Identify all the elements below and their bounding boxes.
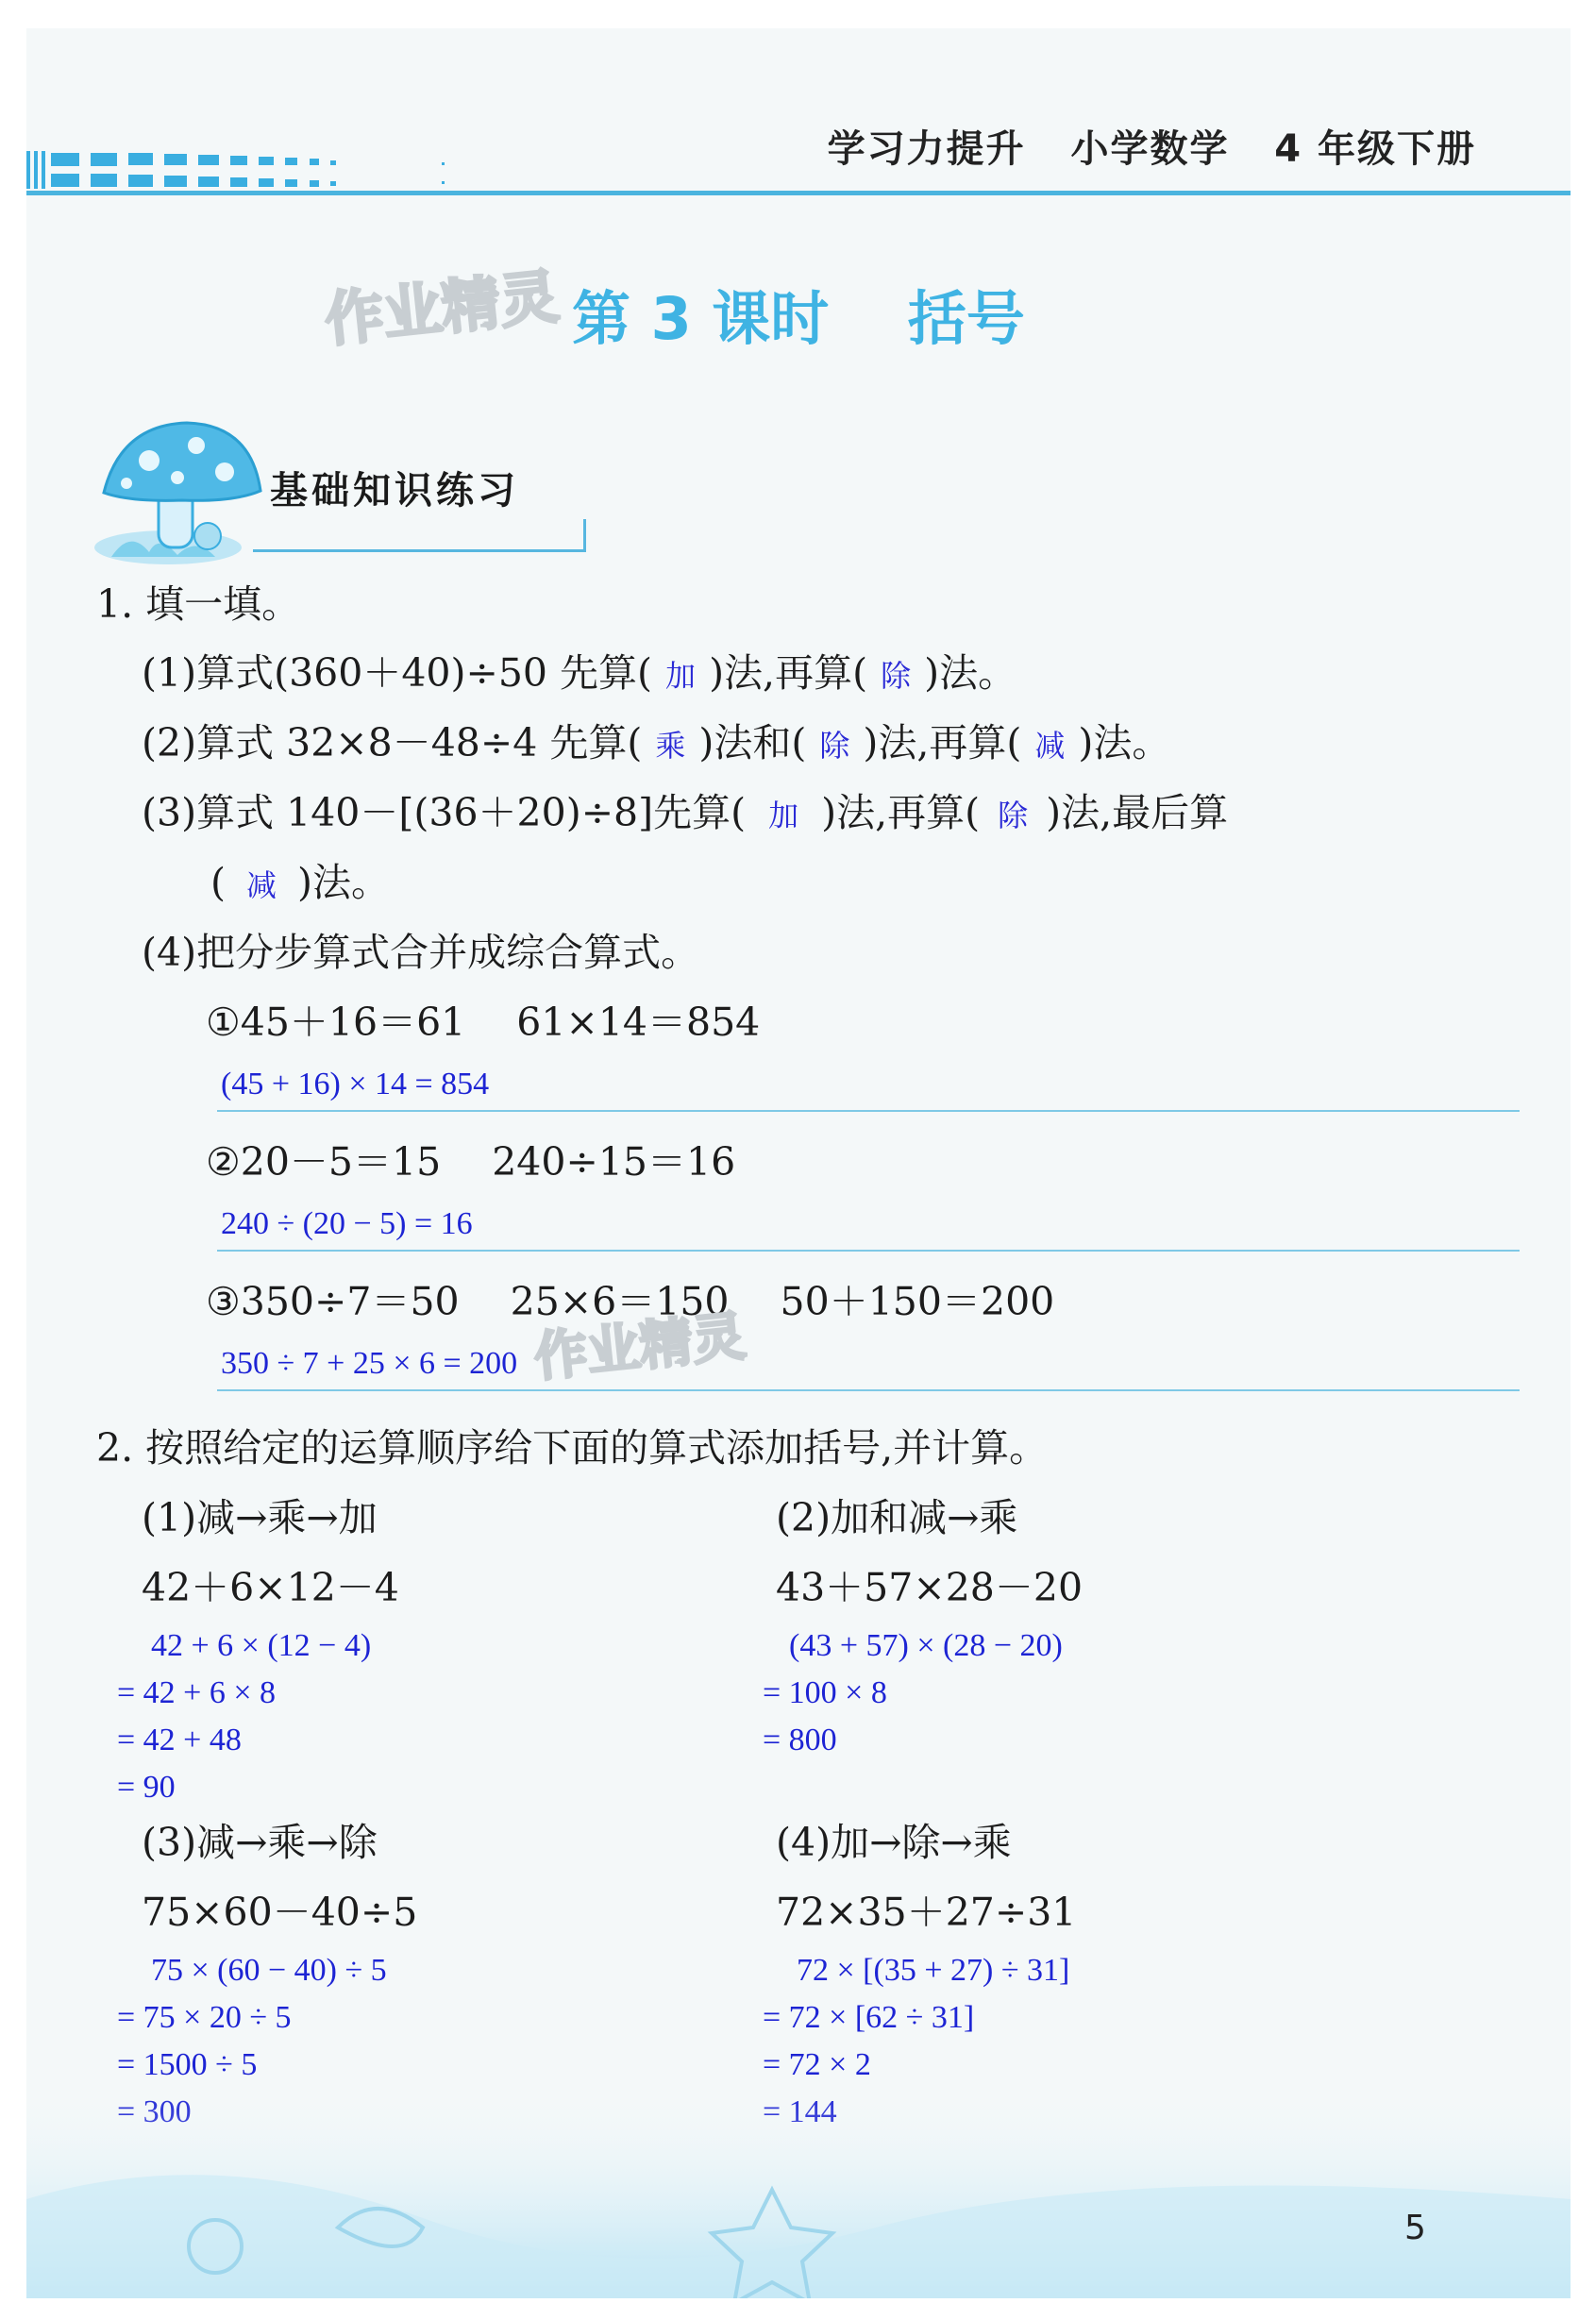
q1-p2-text: )法,再算( [863, 720, 1022, 765]
q2-part4-step: = 72 × [62 ÷ 31] [763, 2000, 975, 2035]
seashore-decoration [26, 2086, 1571, 2298]
q2-part1-step: = 90 [117, 1770, 176, 1805]
q1-p2-text: (2)算式 32×8－48÷4 先算( [142, 720, 643, 765]
q2-part4-order: (4)加→除→乘 [776, 1820, 1012, 1865]
q2-part3-step: = 75 × 20 ÷ 5 [117, 2000, 292, 2035]
q1-p1-text: )法,再算( [709, 650, 868, 696]
q2-part4-step: 72 × [(35 + 27) ÷ 31] [797, 1953, 1070, 1988]
svg-text:作业精灵: 作业精灵 [321, 261, 563, 355]
section-title-underline [253, 519, 586, 552]
q2-part1-order: (1)减→乘→加 [142, 1495, 378, 1540]
q1-p1-text: (1)算式(360＋40)÷50 先算( [142, 650, 653, 696]
q2-part3-expression: 75×60－40÷5 [142, 1890, 418, 1935]
q2-part4-expression: 72×35＋27÷31 [776, 1890, 1077, 1935]
q1-p4-answer-3: 350 ÷ 7 + 25 × 6 = 200 [221, 1346, 518, 1381]
textbook-page [26, 28, 1571, 2298]
q1-part3 [142, 790, 1229, 835]
q1-part3-line2 [210, 860, 390, 905]
q1-part2 [142, 720, 1171, 765]
q1-p3-text: (3)算式 140－[(36＋20)÷8]先算( [142, 790, 747, 835]
q2-part2-step: (43 + 57) × (28 − 20) [789, 1628, 1063, 1663]
answer-line [217, 1250, 1520, 1252]
answer-blank: 乘 [655, 729, 686, 763]
q2-part1-step: 42 + 6 × (12 − 4) [151, 1628, 372, 1663]
header-decoration-bars [26, 123, 517, 189]
q2-part2-expression: 43＋57×28－20 [776, 1565, 1084, 1610]
q1-stem: 1. 填一填。 [96, 581, 301, 627]
q2-part1-step: = 42 + 48 [117, 1723, 242, 1757]
q2-part1-step: = 42 + 6 × 8 [117, 1675, 277, 1710]
watermark-logo [310, 261, 574, 355]
running-header [828, 119, 1476, 173]
svg-text:作业精灵: 作业精灵 [531, 1305, 748, 1389]
q1-p3-text: )法。 [297, 860, 390, 905]
lesson-title: 第 3 课时 括号 [572, 284, 1025, 353]
answer-line [217, 1389, 1520, 1391]
answer-blank: 减 [1034, 729, 1066, 763]
q2-part2-step: = 100 × 8 [763, 1675, 887, 1710]
q1-p4-given-2: ②20－5＝15 240÷15＝16 [206, 1139, 736, 1185]
q1-p2-text: )法和( [698, 720, 807, 765]
q1-p1-text: )法。 [924, 650, 1017, 696]
answer-blank: 除 [819, 729, 850, 763]
section-title: 基础知识练习 [270, 469, 519, 513]
page-number: 5 [1404, 2209, 1426, 2247]
q1-p4-given-3: ③350÷7＝50 25×6＝150 50＋150＝200 [206, 1279, 1055, 1324]
answer-blank: 减 [245, 868, 277, 902]
q1-p4-given-1: ①45＋16＝61 61×14＝854 [206, 1000, 761, 1045]
q2-part4-step: = 72 × 2 [763, 2047, 871, 2082]
q1-part4-stem: (4)把分步算式合并成综合算式。 [142, 930, 700, 975]
q2-part3-order: (3)减→乘→除 [142, 1820, 378, 1865]
q2-stem: 2. 按照给定的运算顺序给下面的算式添加括号,并计算。 [96, 1425, 1049, 1471]
q1-p3-text: )法,最后算 [1046, 790, 1229, 835]
q1-part1 [142, 650, 1017, 696]
q2-part2-step: = 800 [763, 1723, 837, 1757]
answer-line [217, 1110, 1520, 1112]
subject: 小学数学 [1070, 127, 1230, 171]
answer-blank: 加 [768, 799, 799, 832]
header-rule [26, 191, 1571, 195]
answer-blank: 除 [998, 799, 1029, 832]
q1-p3-text: ( [210, 860, 226, 905]
q2-part2-order: (2)加和减→乘 [776, 1495, 1018, 1540]
q1-p4-answer-1: (45 + 16) × 14 = 854 [221, 1067, 490, 1101]
q2-part1-expression: 42＋6×12－4 [142, 1565, 399, 1610]
q2-part3-step: 75 × (60 − 40) ÷ 5 [151, 1953, 387, 1988]
q1-p4-answer-2: 240 ÷ (20 − 5) = 16 [221, 1206, 473, 1241]
answer-blank: 加 [665, 659, 697, 693]
grade: 4 年级下册 [1274, 127, 1476, 171]
q2-part3-step: = 1500 ÷ 5 [117, 2047, 258, 2082]
book-title: 学习力提升 [827, 127, 1026, 171]
q1-p2-text: )法。 [1078, 720, 1171, 765]
watermark-logo [517, 1303, 763, 1393]
q1-p3-text: )法,再算( [821, 790, 981, 835]
answer-blank: 除 [881, 659, 912, 693]
